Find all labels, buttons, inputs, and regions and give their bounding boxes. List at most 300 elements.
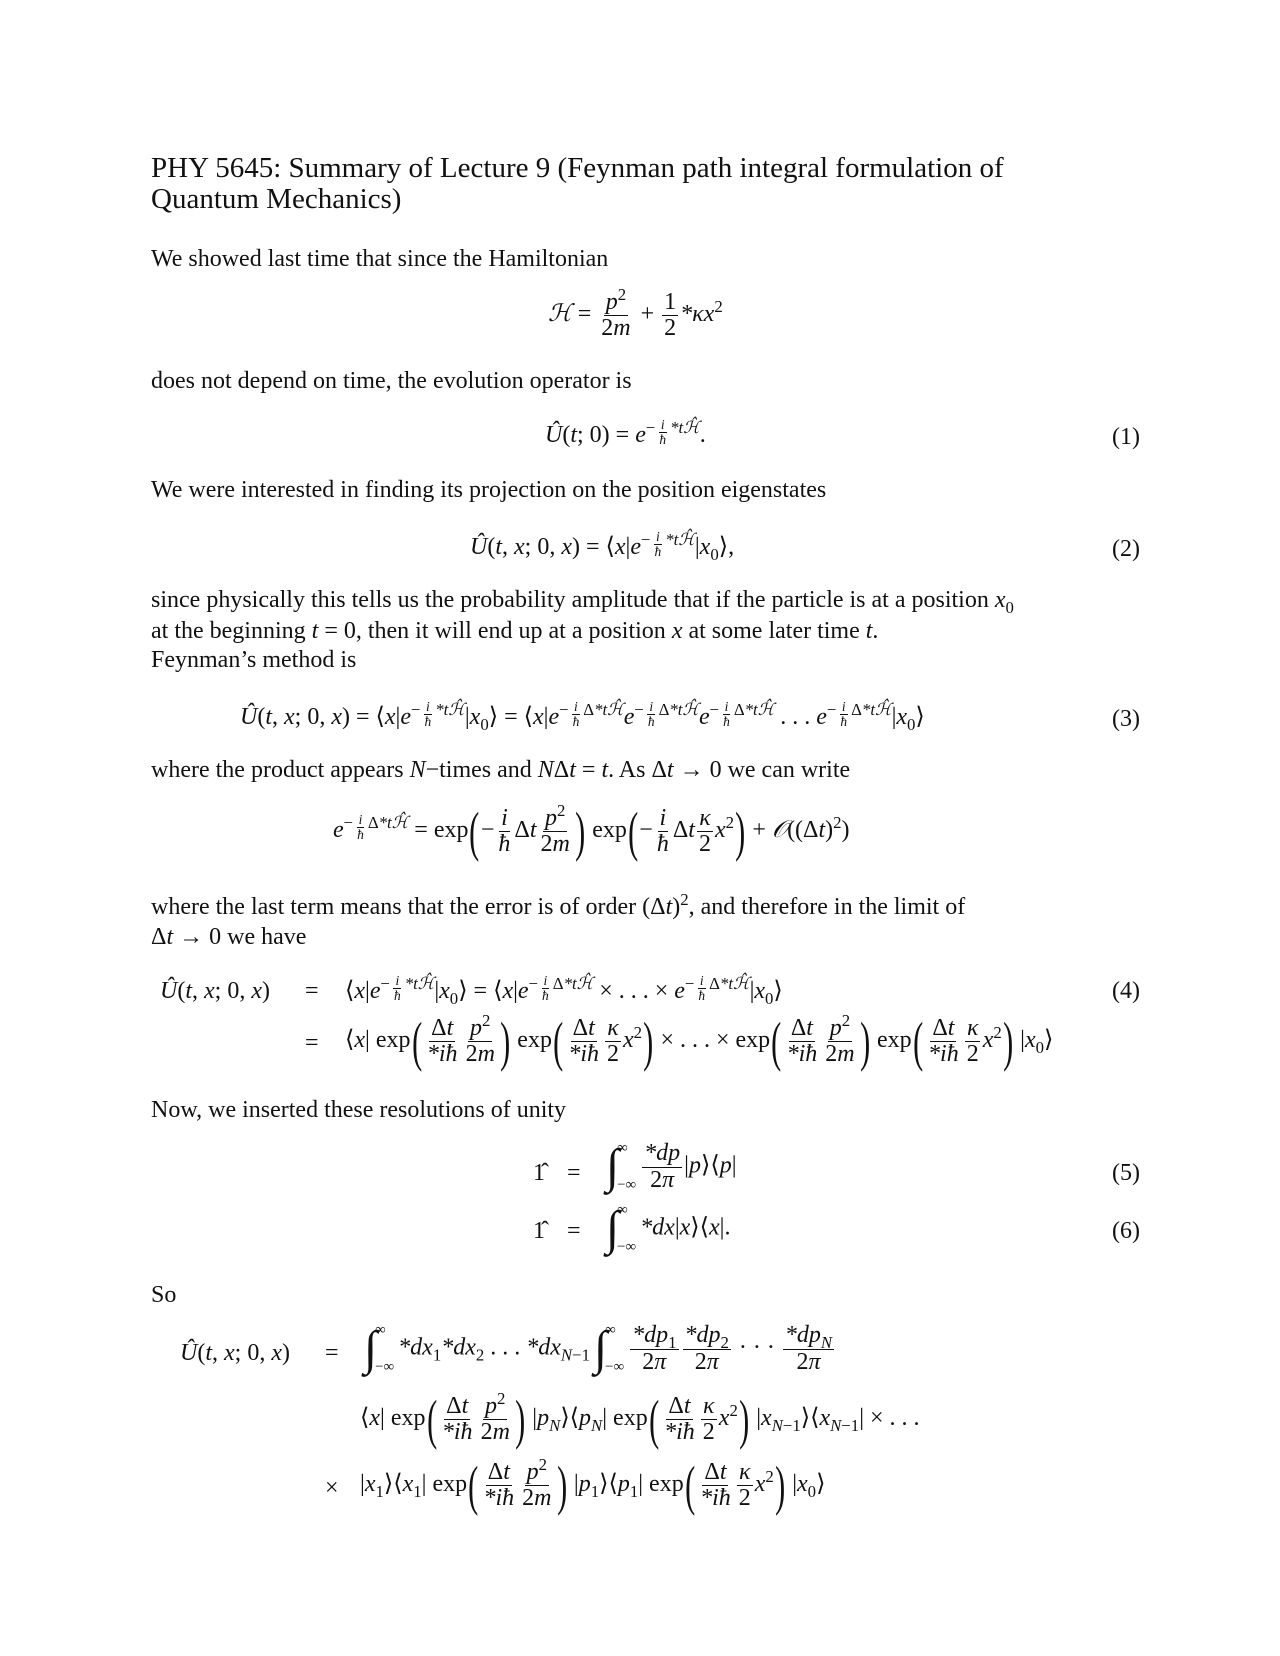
math-text: |	[567, 1471, 579, 1498]
math-text: x	[561, 534, 572, 561]
fraction	[823, 1010, 856, 1068]
math-text: exp	[586, 817, 627, 844]
fraction	[425, 1016, 460, 1067]
fraction	[440, 1394, 475, 1445]
numerator	[840, 700, 848, 715]
math-text: 2	[556, 800, 566, 820]
math-text: t	[569, 757, 576, 783]
math-text: Feynman’s method is	[151, 647, 357, 673]
final-lhs	[180, 1340, 290, 1367]
big-paren: )	[574, 801, 586, 862]
math-text: ,	[212, 1340, 225, 1366]
math-text: −	[826, 700, 837, 720]
math-text: 2	[664, 315, 677, 342]
math-text: *dp	[684, 1322, 721, 1349]
math-text: *dp	[644, 1140, 681, 1167]
math-text: *tℋ̂	[563, 974, 594, 994]
math-text: −	[641, 530, 651, 550]
math-text: p	[605, 289, 618, 315]
math-text: 2	[702, 1419, 715, 1446]
fraction	[571, 700, 582, 729]
fraction	[926, 1016, 961, 1067]
math-text: ; 0) =	[577, 422, 636, 449]
math-text: N	[560, 1345, 573, 1365]
integral-limits	[375, 1322, 394, 1376]
fraction	[464, 1010, 497, 1068]
math-text: ; 0,	[234, 1340, 272, 1366]
math-text: Δ	[514, 817, 530, 844]
math-text: Δ	[704, 1458, 720, 1485]
math-text: N	[549, 1415, 561, 1435]
math-text: 2	[601, 315, 614, 342]
math-text: *tℋ̂	[744, 700, 775, 720]
fraction	[662, 1394, 697, 1445]
denominator	[655, 832, 671, 857]
eq6-lhs	[533, 1218, 545, 1245]
eq5-lhs	[533, 1160, 545, 1187]
math-text: N	[409, 757, 426, 783]
math-text: i	[501, 804, 508, 831]
math-text: *iħ	[664, 1419, 695, 1446]
math-text: )	[825, 817, 834, 844]
math-text: 2	[698, 831, 711, 858]
math-text: x	[709, 1214, 720, 1241]
math-text: x	[896, 704, 908, 731]
math-text: 2	[841, 1010, 851, 1030]
math-text: N	[820, 1333, 833, 1353]
math-text: x	[679, 1214, 691, 1241]
math-text: 2	[796, 1348, 809, 1375]
math-text: x	[402, 1471, 414, 1498]
denominator	[599, 316, 632, 341]
math-text: 2	[497, 1388, 506, 1408]
denominator	[652, 545, 663, 559]
math-text: x	[614, 534, 626, 561]
subscript	[668, 1333, 676, 1352]
math-text: t	[503, 1458, 510, 1485]
math-text: t	[818, 817, 826, 844]
math-text: −	[411, 700, 421, 720]
numerator	[737, 1460, 753, 1486]
equation-number: (6)	[1112, 1218, 1140, 1244]
math-text: t	[495, 534, 503, 561]
math-text: p	[485, 1392, 498, 1419]
numerator	[701, 1394, 717, 1420]
math-text: Δ	[553, 757, 570, 783]
math-text: m	[837, 1041, 855, 1068]
math-text: p	[578, 1471, 591, 1498]
math-text: Û	[545, 422, 563, 449]
upper-limit: ∞	[617, 1140, 628, 1156]
math-text: +	[746, 817, 772, 844]
math-text: 2	[765, 1467, 774, 1487]
subscript	[450, 989, 458, 1008]
integral-limits	[617, 1202, 636, 1256]
eq4-equals: =	[305, 978, 319, 1004]
math-text: ⟩⟨	[700, 1152, 720, 1179]
math-text: x	[532, 704, 544, 731]
math-text: Now, we inserted these resolutions of unity	[151, 1097, 567, 1123]
math-text: ħ	[723, 714, 730, 730]
math-text: = exp	[408, 817, 469, 844]
math-text: ⟩⟨	[560, 1405, 580, 1432]
superscript	[557, 801, 565, 820]
math-text: Δ	[658, 700, 670, 720]
math-text: 2	[993, 1023, 1002, 1043]
math-text: t	[601, 757, 609, 783]
numerator	[723, 700, 731, 715]
math-text: *tℋ̂	[670, 418, 700, 438]
math-text: 1̂	[533, 1160, 545, 1186]
numerator	[468, 1010, 492, 1042]
eq5-equals: =	[567, 1160, 581, 1186]
math-text: p	[719, 1152, 732, 1179]
math-text: *iħ	[786, 1041, 818, 1068]
math-text: x	[797, 1471, 808, 1498]
math-text: |	[434, 978, 440, 1005]
math-text: N	[771, 1415, 783, 1435]
numerator	[499, 806, 510, 832]
numerator	[630, 1322, 678, 1353]
denominator	[440, 1420, 475, 1445]
math-text: ⟩	[816, 1471, 826, 1498]
math-text: *iħ	[426, 1041, 458, 1068]
math-text: p	[470, 1014, 483, 1041]
math-text: *iħ	[700, 1485, 731, 1512]
math-text: Δ	[151, 924, 167, 950]
math-text: 2	[833, 813, 842, 833]
denominator	[794, 1350, 822, 1375]
big-paren: (	[469, 801, 480, 862]
math-text: p	[544, 804, 557, 831]
math-text: e	[674, 978, 685, 1005]
math-text: |	[684, 1152, 689, 1179]
math-text: x	[271, 1340, 282, 1366]
math-text: t	[683, 1392, 691, 1419]
numerator	[658, 806, 669, 832]
fraction	[662, 290, 678, 341]
fraction	[392, 974, 403, 1003]
superscript	[634, 699, 699, 730]
title-line-1: PHY 5645: Summary of Lecture 9 (Feynman path integral formulation of	[151, 152, 1004, 184]
math-text: x	[354, 1027, 366, 1054]
big-paren: (	[426, 1389, 437, 1450]
fraction	[520, 1454, 553, 1512]
numerator	[654, 530, 662, 545]
fraction	[701, 1394, 717, 1445]
math-text: )	[262, 978, 270, 1004]
math-text: x	[384, 704, 396, 731]
big-paren: (	[684, 1455, 695, 1516]
subscript	[591, 1416, 602, 1435]
subscript	[561, 1345, 590, 1364]
math-text: Δ	[446, 1392, 462, 1419]
math-text: |	[625, 534, 631, 561]
math-text: *tℋ̂	[404, 974, 435, 994]
math-text: i	[841, 699, 846, 714]
upper-limit: ∞	[375, 1322, 386, 1338]
superscript	[411, 699, 465, 730]
subscript	[433, 1345, 441, 1364]
math-text: We were interested in finding its projection on the position eigenstates	[151, 477, 827, 503]
math-text: t	[688, 817, 695, 844]
math-text: Δ	[668, 1392, 684, 1419]
math-text: x	[718, 1405, 730, 1432]
math-text: ħ	[424, 714, 432, 730]
big-paren: (	[771, 1011, 782, 1072]
fraction	[496, 806, 512, 857]
math-text: ⟨	[345, 978, 355, 1005]
math-text: · · ·	[732, 1334, 781, 1361]
math-text: . . .	[484, 1334, 527, 1361]
math-text: +	[634, 301, 661, 328]
math-text: x	[671, 618, 683, 644]
math-text: ) = ⟨	[572, 534, 615, 561]
superscript	[618, 285, 626, 304]
superscript	[709, 699, 775, 730]
numerator	[604, 285, 628, 316]
math-text: 0	[449, 988, 459, 1008]
math-text: N	[537, 757, 554, 783]
math-text: π	[706, 1348, 719, 1375]
math-text: −	[639, 817, 653, 844]
eq4-equals: =	[305, 1030, 319, 1056]
math-text: m	[477, 1041, 495, 1068]
math-text: ⟩⟨	[599, 1471, 618, 1498]
math-text: |	[1014, 1027, 1025, 1054]
big-paren: (	[628, 801, 639, 862]
math-text: i	[395, 973, 400, 988]
math-text: 2	[482, 1010, 491, 1030]
math-text: 2	[694, 1348, 707, 1375]
math-text: |.	[719, 1214, 731, 1241]
numerator	[525, 1454, 549, 1486]
math-text: |	[786, 1471, 798, 1498]
subscript	[480, 715, 488, 734]
math-text: ; 0,	[294, 704, 332, 731]
math-text: → 0 we have	[173, 924, 307, 950]
math-text: We showed last time that since the Hamiltonian	[151, 246, 609, 272]
math-text: 0	[807, 1481, 817, 1501]
math-text: t	[205, 1340, 213, 1366]
superscript	[482, 1011, 490, 1030]
numerator	[683, 1322, 731, 1353]
math-text: (	[487, 534, 496, 561]
math-text: ℋ	[548, 301, 572, 328]
math-text: i	[574, 699, 578, 714]
math-text: t	[529, 817, 537, 844]
math-text: κ	[699, 804, 711, 831]
math-text: |	[395, 704, 401, 731]
math-text: x	[204, 978, 215, 1004]
math-text: 2	[714, 297, 723, 317]
paragraph	[151, 755, 850, 785]
denominator	[646, 715, 657, 729]
math-text: 0	[765, 988, 774, 1008]
math-text: t	[806, 1014, 813, 1041]
lower-limit: −∞	[617, 1239, 637, 1255]
fraction	[698, 1460, 733, 1511]
math-text: 0	[1005, 597, 1014, 617]
math-text: =	[575, 757, 602, 783]
numerator	[828, 1010, 852, 1042]
math-text: *iħ	[483, 1485, 515, 1512]
math-text: 𝒪	[771, 817, 788, 844]
paragraph	[151, 475, 826, 505]
math-text: i	[655, 529, 660, 544]
math-text: Δ	[367, 813, 379, 833]
math-text: t	[719, 1458, 727, 1485]
fraction	[642, 1141, 682, 1192]
math-text: −1	[572, 1345, 590, 1365]
math-text: × . . . × exp	[654, 1027, 771, 1054]
denominator	[648, 1168, 676, 1193]
math-text: 2	[720, 1333, 729, 1353]
math-text: *tℋ̂	[594, 700, 624, 720]
equation-1	[545, 418, 706, 450]
equation-2	[470, 530, 734, 562]
final-rhs-3	[360, 1454, 826, 1516]
math-text: ħ	[572, 714, 580, 730]
fraction	[652, 530, 663, 559]
equation-hamiltonian	[548, 285, 723, 342]
math-text: t	[461, 1392, 469, 1419]
math-text: |	[365, 978, 370, 1005]
math-text: e	[630, 534, 642, 561]
numerator	[424, 700, 432, 715]
numerator	[659, 418, 667, 433]
math-text: (	[562, 422, 571, 449]
subscript	[476, 1345, 484, 1364]
eq4-lhs	[160, 978, 270, 1005]
math-text: .	[872, 618, 879, 644]
math-text: ,	[272, 704, 285, 731]
math-text: | exp	[602, 1405, 648, 1432]
numerator	[572, 700, 580, 715]
big-paren: )	[643, 1011, 654, 1072]
denominator	[571, 715, 582, 729]
math-text: Δ	[733, 700, 745, 720]
superscript	[559, 699, 624, 730]
denominator	[696, 989, 707, 1003]
equation-exponential-split	[333, 800, 850, 862]
math-text: ; 0,	[214, 978, 252, 1004]
math-text: =	[571, 301, 598, 328]
math-text: i	[358, 812, 363, 828]
superscript	[634, 1023, 642, 1042]
math-text: |	[674, 1214, 680, 1241]
paragraph	[151, 1280, 176, 1310]
math-text: ((Δ	[787, 817, 819, 844]
math-text: −	[645, 418, 656, 438]
math-text: x	[994, 587, 1006, 613]
denominator	[482, 1486, 517, 1511]
math-text: 2	[465, 1041, 478, 1068]
math-text: 2	[475, 1345, 485, 1365]
denominator	[838, 715, 849, 729]
math-text: Δ	[583, 700, 595, 720]
eq6-rhs	[602, 1202, 730, 1256]
math-text: x	[754, 1471, 766, 1498]
superscript	[714, 297, 722, 316]
math-text: x	[514, 534, 525, 561]
math-text: −	[380, 974, 390, 994]
math-text: t	[166, 924, 174, 950]
math-text: κ	[607, 1014, 619, 1041]
big-paren: )	[500, 1011, 511, 1072]
math-text: x	[982, 1027, 994, 1054]
math-text: ħ	[656, 831, 669, 858]
math-text: x	[439, 978, 450, 1005]
math-text: t	[265, 704, 273, 731]
big-paren: )	[774, 1455, 786, 1516]
fraction	[683, 1323, 731, 1374]
math-text: 1	[664, 289, 677, 315]
math-text: 2	[650, 1166, 663, 1193]
math-text: x	[502, 978, 514, 1005]
paragraph	[151, 1095, 566, 1125]
big-paren: )	[1002, 1011, 1014, 1072]
math-text: t	[446, 1014, 454, 1041]
math-text: ⟩	[773, 978, 783, 1005]
integral-limits	[617, 1140, 636, 1194]
denominator	[540, 989, 551, 1003]
math-text: x	[354, 978, 366, 1005]
paragraph	[151, 892, 965, 922]
fraction	[785, 1016, 820, 1067]
lower-limit: −∞	[617, 1177, 637, 1193]
math-text: Δ	[851, 700, 862, 720]
math-text: κ	[966, 1014, 979, 1041]
math-text: N	[591, 1415, 603, 1435]
math-text: *iħ	[568, 1041, 600, 1068]
big-paren: )	[859, 1011, 870, 1072]
math-text: Δ	[552, 974, 564, 994]
math-text: |	[749, 978, 755, 1005]
numerator	[965, 1016, 981, 1042]
math-text: Û	[160, 978, 178, 1004]
math-text: Δ	[487, 1458, 504, 1485]
math-text: | × . . .	[859, 1405, 920, 1432]
math-text: x	[469, 704, 481, 731]
math-text: ħ	[542, 988, 549, 1004]
math-text: ⟩⟨	[383, 1471, 403, 1498]
math-text: i	[660, 417, 665, 432]
subscript	[721, 1333, 729, 1352]
denominator	[392, 989, 403, 1003]
math-text: ,	[192, 978, 205, 1004]
math-text: | exp	[638, 1471, 684, 1498]
big-paren: (	[553, 1011, 564, 1072]
math-text: e	[623, 704, 635, 731]
math-text: t	[947, 1014, 955, 1041]
numerator	[483, 1388, 507, 1420]
math-text: 1̂	[533, 1218, 545, 1244]
math-text: x	[761, 1405, 772, 1432]
math-text: | exp	[421, 1471, 468, 1498]
integral	[606, 1140, 636, 1194]
math-text: x	[331, 704, 342, 731]
math-text: −	[709, 700, 720, 720]
equation-number: (3)	[1112, 706, 1140, 732]
math-text: p	[829, 1014, 842, 1041]
math-text: x	[284, 704, 295, 731]
math-text: (	[257, 704, 266, 731]
subscript	[591, 1482, 599, 1501]
math-text: −1	[782, 1415, 801, 1435]
math-text: → 0 we can write	[673, 757, 851, 783]
math-text: 0	[710, 544, 719, 564]
